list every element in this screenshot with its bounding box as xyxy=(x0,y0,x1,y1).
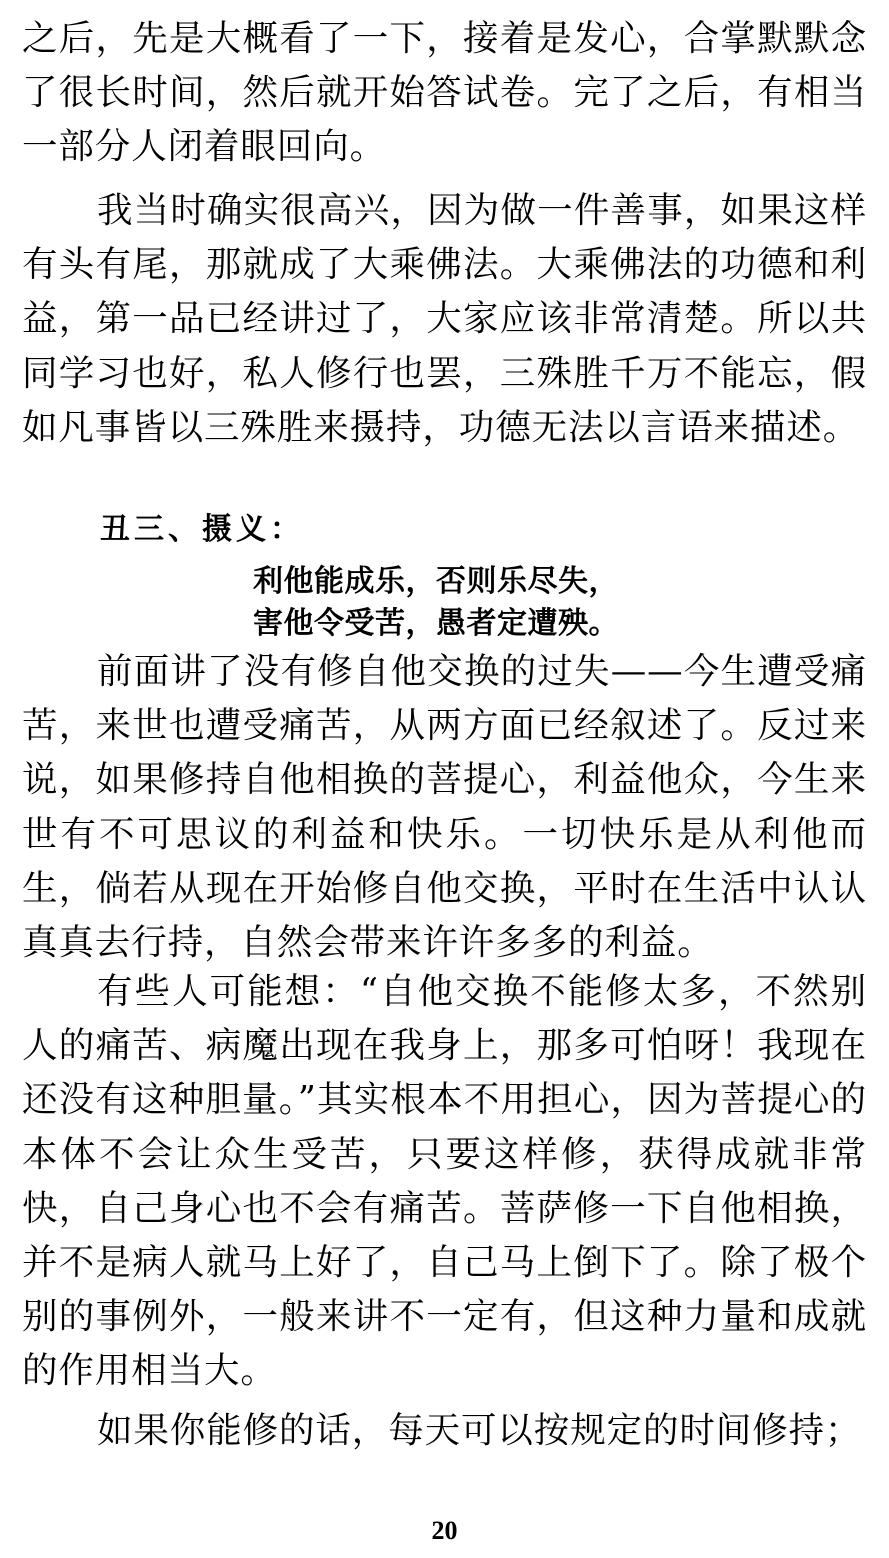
body-paragraph: 前面讲了没有修自他交换的过失——今生遭受痛苦，来世也遭受痛苦，从两方面已经叙述了。反过来说，如果修持自他相换的菩提心，利益他众，今生来世有不可思议的利益和快乐。一切快乐是从利他而生，倘若从现在开始修自他交换，平时在生活中认认真真去行持，自然会带来许许多多的利益。 xyxy=(22,651,867,964)
section-heading: 丑三、摄义： xyxy=(100,512,304,547)
body-paragraph: 如果你能修的话，每天可以按规定的时间修持； xyxy=(97,1410,862,1451)
body-paragraph: 我当时确实很高兴，因为做一件善事，如果这样有头有尾，那就成了大乘佛法。大乘佛法的功德和利益，第一品已经讲过了，大家应该非常清楚。所以共同学习也好，私人修行也罢，三殊胜千万不能忘，假如凡事皆以三殊胜来摄持，功德无法以言语来描述。 xyxy=(22,190,867,448)
body-paragraph: 有些人可能想：“自他交换不能修太多，不然别人的痛苦、病魔出现在我身上，那多可怕呀！我现在还没有这种胆量。”其实根本不用担心，因为菩提心的本体不会让众生受苦，只要这样修，获得成就非常快，自己身心也不会有痛苦。菩萨修一下自他相换，并不是病人就马上好了，自己马上倒下了。除了极个别的事例外，一般来讲不一定有，但这种力量和成就的作用相当大。 xyxy=(22,971,867,1392)
verse-line: 利他能成乐，否则乐尽失， xyxy=(253,564,619,599)
body-paragraph: 之后，先是大概看了一下，接着是发心，合掌默默念了很长时间，然后就开始答试卷。完了之后，有相当一部分人闭着眼回向。 xyxy=(22,18,867,168)
page-number: 20 xyxy=(431,1516,458,1545)
verse-line: 害他令受苦，愚者定遭殃。 xyxy=(253,606,619,641)
